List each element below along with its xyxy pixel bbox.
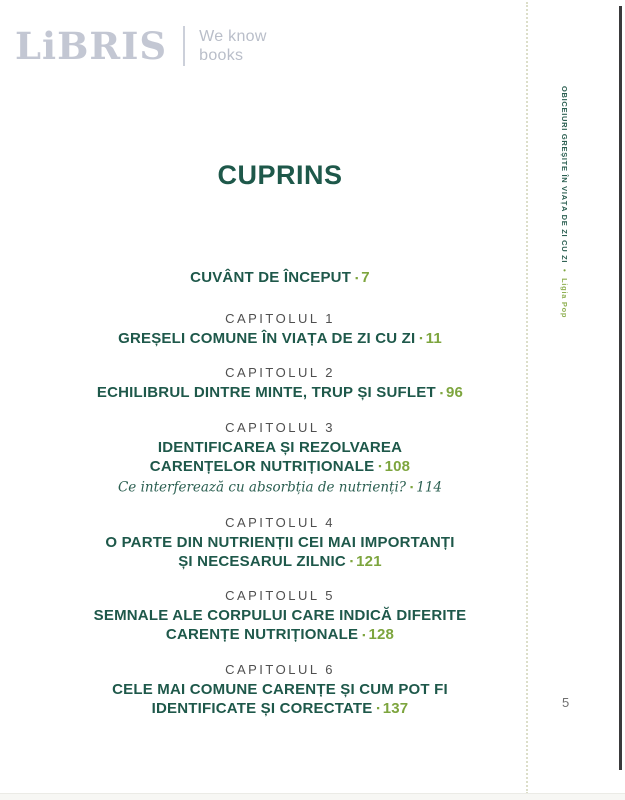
- page-bullet-icon: ▪: [355, 272, 359, 283]
- logo-tagline: [199, 27, 267, 65]
- entry-title: [30, 329, 530, 349]
- sub-entry-page-number: 114: [416, 479, 443, 496]
- page-bullet-icon: ▪: [362, 629, 366, 640]
- entry-title: [30, 268, 530, 288]
- tagline-line-1: We know: [199, 28, 267, 45]
- entry-title-line-1: CELE MAI COMUNE CARENȚE ȘI CUM POT FI: [112, 680, 448, 698]
- folio-page-number: 5: [562, 695, 570, 710]
- entry-page-number: 137: [382, 699, 409, 717]
- spine-book-title: OBICEIURI GREȘITE ÎN VIAȚA DE ZI CU ZI: [560, 86, 569, 264]
- entry-page-number: 121: [356, 552, 382, 570]
- page-title: CUPRINS: [217, 160, 343, 190]
- entry-page-number: 108: [384, 457, 411, 475]
- page-bullet-icon: ▪: [376, 703, 380, 713]
- table-of-contents: [30, 268, 530, 733]
- entry-page-number: 96: [446, 384, 464, 401]
- toc-entry: [30, 363, 530, 403]
- entry-title-text: CUVÂNT DE ÎNCEPUT: [190, 269, 352, 286]
- entry-title-text: CARENȚE NUTRIȚIONALE: [165, 626, 359, 643]
- libris-logo: [15, 26, 267, 66]
- entry-title: [30, 552, 530, 572]
- spine-separator: •: [560, 268, 569, 273]
- toc-entry: [30, 309, 530, 349]
- spine-author: Ligia Pop: [560, 278, 569, 319]
- entry-title-line-1: SEMNALE ALE CORPULUI CARE INDICĂ DIFERITE: [93, 607, 467, 624]
- entry-title-line-1: IDENTIFICAREA ȘI REZOLVAREA: [157, 438, 403, 456]
- toc-entry: [30, 586, 530, 645]
- page-bullet-icon: ▪: [378, 461, 382, 471]
- scan-edge-shadow: [619, 6, 622, 770]
- entry-title-text: CARENȚELOR NUTRIȚIONALE: [149, 457, 375, 475]
- scan-bottom-edge: [0, 793, 625, 800]
- tagline-line-2: books: [199, 47, 244, 64]
- entry-title: [30, 625, 530, 645]
- entry-page-number: 128: [368, 626, 395, 643]
- toc-entry: [30, 660, 530, 719]
- chapter-label: CAPITOLUL 1: [225, 310, 335, 326]
- entry-title-text: ȘI NECESARUL ZILNIC: [178, 552, 346, 570]
- chapter-label: CAPITOLUL 5: [225, 588, 335, 603]
- sub-entry: [30, 478, 530, 498]
- entry-title-text: IDENTIFICATE ȘI CORECTATE: [151, 699, 373, 717]
- chapter-label: CAPITOLUL 3: [225, 419, 335, 435]
- entry-page-number: 11: [425, 329, 442, 347]
- entry-title-text: ECHILIBRUL DINTRE MINTE, TRUP ȘI SUFLET: [96, 384, 436, 401]
- entry-title: [30, 699, 530, 719]
- entry-title: [30, 457, 530, 477]
- entry-title-line-1: O PARTE DIN NUTRIENȚII CEI MAI IMPORTANȚI: [105, 533, 455, 551]
- page-bullet-icon: ▪: [410, 482, 414, 492]
- chapter-label: CAPITOLUL 2: [225, 365, 335, 380]
- spine-vertical-text: [560, 86, 569, 318]
- page-bullet-icon: ▪: [419, 333, 423, 343]
- entry-title: [30, 383, 530, 403]
- sub-entry-title-text: Ce interferează cu absorbția de nutrienți?: [117, 479, 407, 496]
- toc-entry: [30, 268, 530, 288]
- logo-divider: [183, 26, 185, 66]
- libris-wordmark: LiBRIS: [15, 24, 168, 68]
- entry-page-number: 7: [361, 269, 370, 286]
- page-bullet-icon: ▪: [439, 387, 444, 398]
- entry-title-text: GREȘELI COMUNE ÎN VIAȚA DE ZI CU ZI: [118, 329, 416, 347]
- chapter-label: CAPITOLUL 6: [225, 661, 335, 677]
- chapter-label: CAPITOLUL 4: [225, 514, 335, 530]
- toc-entry: [30, 418, 530, 498]
- toc-entry: [30, 513, 530, 572]
- page-bullet-icon: ▪: [349, 556, 354, 566]
